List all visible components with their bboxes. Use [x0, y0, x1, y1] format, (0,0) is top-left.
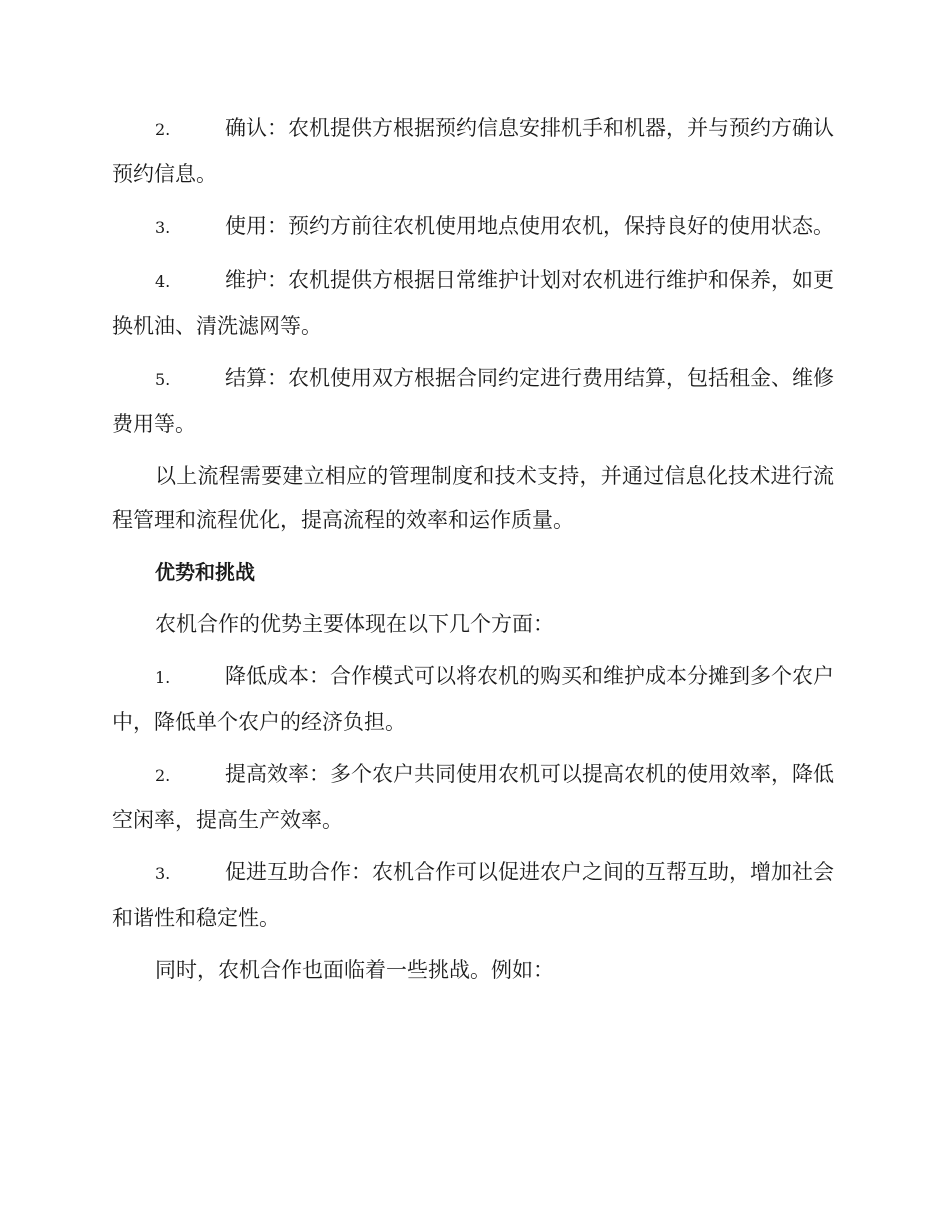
step-number: 3. [155, 218, 171, 237]
advantage-item-2 [112, 752, 834, 842]
step-number: 5. [155, 370, 171, 389]
advantages-intro-paragraph: 农机合作的优势主要体现在以下几个方面： [155, 612, 554, 636]
step-text: 结算：农机使用双方根据合同约定进行费用结算，包括租金、维修费用等。 [112, 366, 834, 436]
advantage-text: 降低成本：合作模式可以将农机的购买和维护成本分摊到多个农户中，降低单个农户的经济负担。 [112, 664, 834, 734]
step-number: 2. [155, 120, 171, 139]
advantage-item-3 [112, 850, 834, 940]
step-text: 维护：农机提供方根据日常维护计划对农机进行维护和保养，如更换机油、清洗滤网等。 [112, 268, 834, 338]
advantage-text: 提高效率：多个农户共同使用农机可以提高农机的使用效率，降低空闲率，提高生产效率。 [112, 762, 834, 832]
advantage-text: 促进互助合作：农机合作可以促进农户之间的互帮互助，增加社会和谐性和稳定性。 [112, 860, 834, 930]
step-item-2 [112, 106, 834, 196]
step-item-3 [112, 204, 834, 250]
advantage-item-1 [112, 654, 834, 744]
step-text: 确认：农机提供方根据预约信息安排机手和机器，并与预约方确认预约信息。 [112, 116, 834, 186]
step-number: 4. [155, 272, 171, 291]
step-item-4 [112, 258, 834, 348]
advantage-number: 3. [155, 864, 171, 883]
advantage-number: 1. [155, 668, 171, 687]
document-page [112, 106, 834, 1000]
step-text: 使用：预约方前往农机使用地点使用农机，保持良好的使用状态。 [225, 214, 834, 238]
challenges-intro-paragraph: 同时，农机合作也面临着一些挑战。例如： [155, 958, 554, 982]
advantage-number: 2. [155, 766, 171, 785]
process-summary-paragraph: 以上流程需要建立相应的管理制度和技术支持，并通过信息化技术进行流程管理和流程优化，提高流程的效率和运作质量。 [112, 464, 834, 532]
section-heading: 优势和挑战 [155, 560, 255, 584]
step-item-5 [112, 356, 834, 446]
